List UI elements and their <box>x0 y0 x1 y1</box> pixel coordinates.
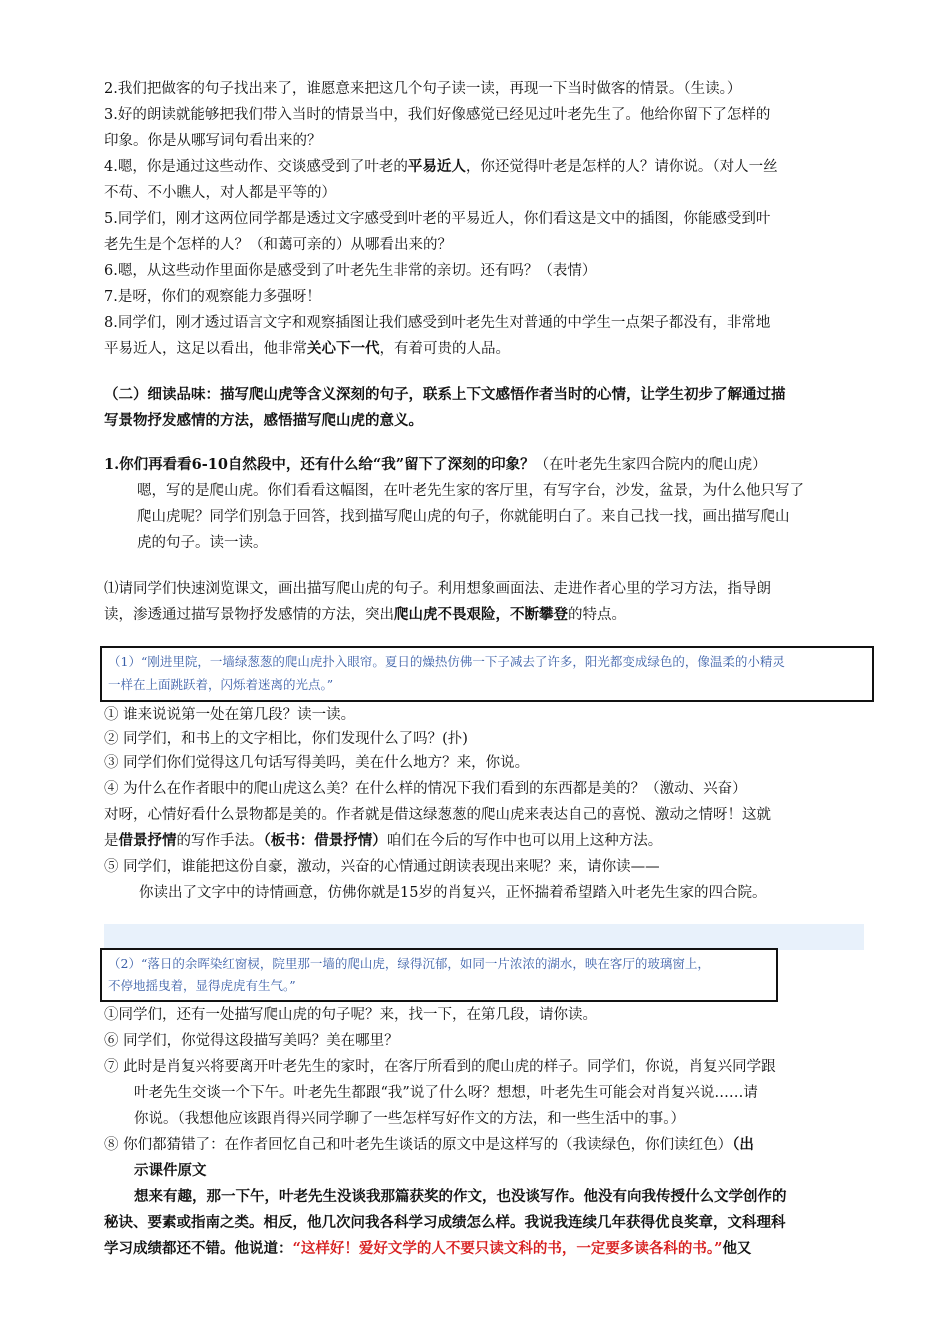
text-line: 你读出了文字中的诗情画意，仿佛你就是15岁的肖复兴，正怀揣着希望踏入叶老先生家的四合院。 <box>139 885 767 901</box>
highlight-band <box>104 924 864 950</box>
text-line: 3.好的朗读就能够把我们带入当时的情景当中，我们好像感觉已经见过叶老先生了。他给你留下了怎样的 <box>104 107 771 123</box>
list-item: ④ 为什么在作者眼中的爬山虎这么美？在什么样的情况下我们看到的东西都是美的？（激动、兴奋） <box>104 781 747 797</box>
text-line: 你说。（我想他应该跟肖得兴同学聊了一些怎样写好作文的方法，和一些生活中的事。） <box>134 1111 685 1127</box>
text-span: 他又 <box>722 1240 752 1257</box>
emphasis: 1.你们再看看6-10自然段中，还有什么给“我”留下了深刻的印象？ <box>104 456 535 473</box>
text-span: 读，渗透通过描写景物抒发感情的方法，突出 <box>104 607 394 623</box>
text-line: 老先生是个怎样的人？（和蔼可亲的）从哪看出来的？ <box>104 237 452 253</box>
list-item <box>104 1132 754 1158</box>
text-line: ⑴请同学们快速浏览课文，画出描写爬山虎的句子。利用想象画面法、走进作者心里的学习方法，指导朗 <box>104 581 771 597</box>
quote-paragraph-line: 想来有趣，那一下午，叶老先生没谈我那篇获奖的作文，也没谈写作。他没有向我传授什么文学创作的 <box>134 1188 787 1205</box>
quote-paragraph-line: 秘诀、要素或指南之类。相反，他几次问我各科学习成绩怎么样。我说我连续几年获得优良奖章，文科理科 <box>104 1214 786 1231</box>
emphasis: 关心下一代 <box>307 340 380 357</box>
text-span: ⑧ 你们都猜错了：在作者回忆自己和叶老先生谈话的原文中是这样写的（我读绿色，你们读红色） <box>104 1137 733 1153</box>
text-line: 7.是呀，你们的观察能力多强呀！ <box>104 289 321 305</box>
text-line <box>104 828 662 854</box>
list-item: ⑤ 同学们，谁能把这份自豪，激动，兴奋的心情通过朗读表现出来呢？来，请你读—— <box>104 859 660 875</box>
emphasis: 借景抒情 <box>118 832 177 849</box>
quote-paragraph-line <box>104 1236 751 1262</box>
section-heading: 写景物抒发感情的方法，感悟描写爬山虎的意义。 <box>104 412 423 429</box>
quote-line: （1）“刚进里院，一墙绿葱葱的爬山虎扑入眼帘。夏日的燥热仿佛一下子减去了许多，阳光都变成绿色的，像温柔的小精灵 <box>108 654 785 669</box>
text-span: ，有着可贵的人品。 <box>379 341 510 357</box>
text-line: 印象。你是从哪写词句看出来的？ <box>104 133 322 149</box>
emphasis: （出 <box>732 1136 754 1153</box>
question-line <box>104 452 767 478</box>
list-item: ⑦ 此时是肖复兴将要离开叶老先生的家时，在客厅所看到的爬山虎的样子。同学们，你说，肖复兴同学跟 <box>104 1059 776 1075</box>
text-span: ，你还觉得叶老是怎样的人？请你说。（对人一丝 <box>465 159 778 175</box>
text-line: 对呀，心情好看什么景物都是美的。作者就是借这绿葱葱的爬山虎来表达自己的喜悦、激动之情呀！这就 <box>104 807 771 823</box>
text-span: 4.嗯，你是通过这些动作、交谈感受到了叶老的 <box>104 159 408 175</box>
emphasis: （板书：借景抒情） <box>263 832 387 849</box>
text-line: 示课件原文 <box>134 1162 207 1179</box>
emphasis: 平易近人 <box>407 158 466 175</box>
text-line: 不苟、不小瞧人，对人都是平等的） <box>104 185 336 201</box>
text-span: 学习成绩都还不错。他说道： <box>104 1240 293 1257</box>
text-line: 虎的句子。读一读。 <box>137 535 268 551</box>
quote-line: 不停地摇曳着，显得虎虎有生气。” <box>108 978 296 993</box>
text-line: 2.我们把做客的句子找出来了，谁愿意来把这几个句子读一读，再现一下当时做客的情景。（生读。） <box>104 81 742 97</box>
list-item: ① 谁来说说第一处在第几段？读一读。 <box>104 707 356 723</box>
text-span: 平易近人，这足以看出，他非常 <box>104 341 307 357</box>
text-span: 是 <box>104 833 119 849</box>
list-item: ①同学们，还有一处描写爬山虎的句子呢？来，找一下，在第几段，请你读。 <box>104 1007 597 1023</box>
text-span: 咱们在今后的写作中也可以用上这种方法。 <box>386 833 663 849</box>
quote-line: （2）“落日的余晖染红窗棂，院里那一墙的爬山虎，绿得沉郁，如同一片浓浓的湖水，映在客厅的玻璃窗上， <box>108 956 710 971</box>
text-span: 的特点。 <box>568 607 626 623</box>
quote-line: 一样在上面跳跃着，闪烁着迷离的光点。” <box>108 677 334 692</box>
text-line: 5.同学们，刚才这两位同学都是透过文字感受到叶老的平易近人，你们看这是文中的插图，你能感受到叶 <box>104 211 771 227</box>
text-line <box>104 336 510 362</box>
text-line: 爬山虎呢？同学们别急于回答，找到描写爬山虎的句子，你就能明白了。来自己找一找，画出描写爬山 <box>137 509 790 525</box>
text-line <box>104 154 778 180</box>
section-heading: （二）细读品味：描写爬山虎等含义深刻的句子，联系上下文感悟作者当时的心情，让学生初步了解通过描 <box>104 386 786 403</box>
list-item: ② 同学们，和书上的文字相比，你们发现什么了吗？(扑) <box>104 731 468 747</box>
text-span: （在叶老先生家四合院内的爬山虎） <box>534 457 767 473</box>
text-line: 叶老先生交谈一个下午。叶老先生都跟“我”说了什么呀？想想，叶老先生可能会对肖复兴说……请 <box>134 1085 758 1101</box>
text-line <box>104 602 626 628</box>
text-span: 的写作手法。 <box>176 833 264 849</box>
text-line: 嗯，写的是爬山虎。你们看看这幅图，在叶老先生家的客厅里，有写字台，沙发，盆景，为什么他只写了 <box>137 483 804 499</box>
list-item: ③ 同学们你们觉得这几句话写得美吗，美在什么地方？来，你说。 <box>104 755 530 771</box>
list-item: ⑥ 同学们，你觉得这段描写美吗？美在哪里？ <box>104 1033 399 1049</box>
text-line: 6.嗯，从这些动作里面你是感受到了叶老先生非常的亲切。还有吗？（表情） <box>104 263 597 279</box>
emphasis: 爬山虎不畏艰险，不断攀登 <box>394 606 568 623</box>
text-line: 8.同学们，刚才透过语言文字和观察插图让我们感受到叶老先生对普通的中学生一点架子都没有，非常地 <box>104 315 771 331</box>
red-quote: “这样好！爱好文学的人不要只读文科的书，一定要多读各科的书。” <box>292 1240 723 1257</box>
